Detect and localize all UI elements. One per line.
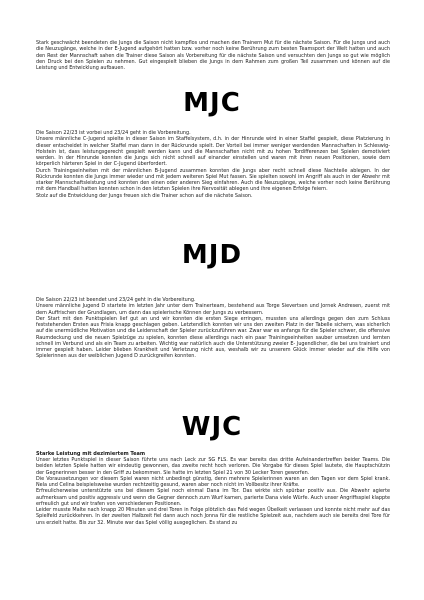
- mjd-paragraph: Der Start mit den Punktspielen lief gut an und wir konnten die ersten Siege erringen, mussten uns allerdings gegen den zum Schluss feststehenden Ersten aus Frisia knapp geschlagen geben. Letztendlich konnten wir uns den zweiten Platz in der Tabelle sichern, was sicherlich auf die unermüdliche Motivation und die Leidenschaft der Spieler zurückzuführen war. Zwar war es anfangs für die Spieler schwer, die offensive Raumdeckung und die neuen Spielzüge zu spielen, konnten diese allerdings nach ein paar Trainingseinheiten sauber umsetzen und lernten schnell im Verbund und als ein Team zu arbeiten. Wichtig war natürlich auch die Unterstützung zweier E- Jugendlicher, die bei uns trainiert und immer gespielt haben. Leider blieben Krankheit und Verletzung nicht aus, weshalb wir zu unserem Glück immer wieder auf die Hilfe von Spielerinnen aus der weiblichen Jugend D zurückgreifen konnten.: [36, 315, 390, 360]
- wjc-paragraph: Die Voraussetzungen vor diesem Spiel waren nicht unbedingt günstig, denn mehrere Spielerinnen waren an den Tagen vor dem Spiel krank. Nela und Celina beispielsweise wurden rechtzeitig gesund, waren aber noch nicht im Vollbesitz ihrer Kräfte.: [36, 475, 390, 488]
- mjd-paragraph: Unsere männliche Jugend D startete im letzten Jahr unter dem Trainerteam, bestehend aus Torge Sievertsen und Jornek Andresen, zuerst mit dem Auffrischen der Grundlagen, um dann das spielerische Können der Jungs zu verbessern.: [36, 303, 390, 316]
- mjc-body: [36, 130, 390, 199]
- section-heading-wjc: WJC: [181, 412, 243, 442]
- mjd-paragraph: Die Saison 22/23 ist beendet und 23/24 geht in die Vorbereitung.: [36, 297, 196, 303]
- section-heading-mjc: MJC: [183, 88, 241, 118]
- intro-paragraph: Stark geschwächt beendeten die Jungs die Saison nicht kampflos und machen den Trainern Mut für die nächste Saison. Für die Jungs und auch die Neuzugänge, welche in der E-Jugend aufgehört hatten bzw. vorher noch keine Berührung zum besten Teamsport der Welt hatten und auch den Rest der Mannschaft sahen die Trainer diese Saison als Vorbereitung für die nächste Saison und versuchten den Jungs so gut wie möglich den Druck bei den Spielen zu nehmen. Gut eingespielt blieben die Jungs in dem Rahmen zum großen Teil zusammen und können auf die Leistung und Entwicklung aufbauen.: [36, 40, 390, 71]
- mjc-paragraph: Stolz auf die Entwicklung der Jungs freuen sich die Trainer schon auf die nächste Saison.: [36, 192, 253, 199]
- wjc-subheading: Starke Leistung mit dezimiertem Team: [36, 451, 146, 457]
- wjc-paragraph: Leider musste Malte nach knapp 20 Minuten und drei Toren in Folge plötzlich das Feld wegen Übelkeit verlassen und konnte nicht mehr auf das Spielfeld zurückkehren. In der zweiten Halbzeit fiel dann auch noch Jonna für die restliche Spielzeit aus, nachdem auch sie bereits drei Tore für uns erzielt hatte. Bis zur 32. Minute war das Spiel völlig ausgeglichen. Es stand zu: [36, 507, 390, 526]
- section-heading-mjd: MJD: [181, 240, 243, 270]
- mjc-paragraph: Durch Trainingseinheiten mit der männlichen B-Jugend zusammen konnten die Jungs aber recht schnell diese Nachteile ablegen. In der Rückrunde konnten die Jungs immer wieder und mit jedem weiteren Spiel Mut fassen. Sie spielten sowohl im Angriff als auch in der Abwehr mit starker Mannschaftsleistung und konnten den einen oder anderen Sieg einfahren. Auch die Neuzugänge, welche vorher noch keine Berührung mit dem Handball hatten konnten schon in den letzten Spielen ihre Nervosität ablegen und ihre eigenen Erfolge feiern.: [36, 167, 390, 193]
- wjc-paragraph: Erfreulicherweise unterstützte uns bei diesem Spiel noch einmal Dana im Tor. Das wirkte sich spürbar positiv aus. Die Abwehr agierte aufmerksam und positiv aggressiv und wenn die Gegner dennoch zum Wurf kamen, parierte Dana viele Würfe. Auch unser Angriffsspiel klappte erfreulich gut und wir trafen von verschiedenen Positionen.: [36, 488, 390, 507]
- mjc-paragraph: Unsere männliche C-Jugend spielte in dieser Saison im Staffelsystem, d.h. in der Hinrunde wird in einer Staffel gespielt, diese Platzierung in dieser entscheidet in welcher Staffel man dann in der Rückrunde spielt. Der Vorteil bei immer weniger werdenden Mannschaften in Schleswig-Holstein ist, dass leistungsgerecht gespielt werden kann und die Mannschaften nicht mit zu hohen Tordifferenzen bei Spielen demotiviert werden. In der Hinrunde konnten die Jungs sich nicht schnell auf einander einstellen und waren mit ihren neuen Positionen, sowie dem körperlich härteren Spiel in der C-Jugend überfordert.: [36, 136, 390, 168]
- wjc-paragraph: Unser letztes Punktspiel in dieser Saison führte uns nach Leck zur SG FLS. Es war bereits das dritte Aufeinandertreffen beider Teams. Die beiden letzten Spiele hatten wir eindeutig gewonnen, das zweite recht hoch verloren. Die Vorgabe für dieses Spiel lautete, die Hauptschützin der Gegnerinnen besser in den Griff zu bekommen. Sie hatte im letzten Spiel 21 von 30 Lecker Toren geworfen.: [36, 457, 390, 476]
- mjd-body: [36, 297, 390, 360]
- mjc-paragraph: Die Saison 22/23 ist vorbei und 23/24 geht in die Vorbereitung.: [36, 130, 191, 136]
- wjc-body: [36, 457, 390, 526]
